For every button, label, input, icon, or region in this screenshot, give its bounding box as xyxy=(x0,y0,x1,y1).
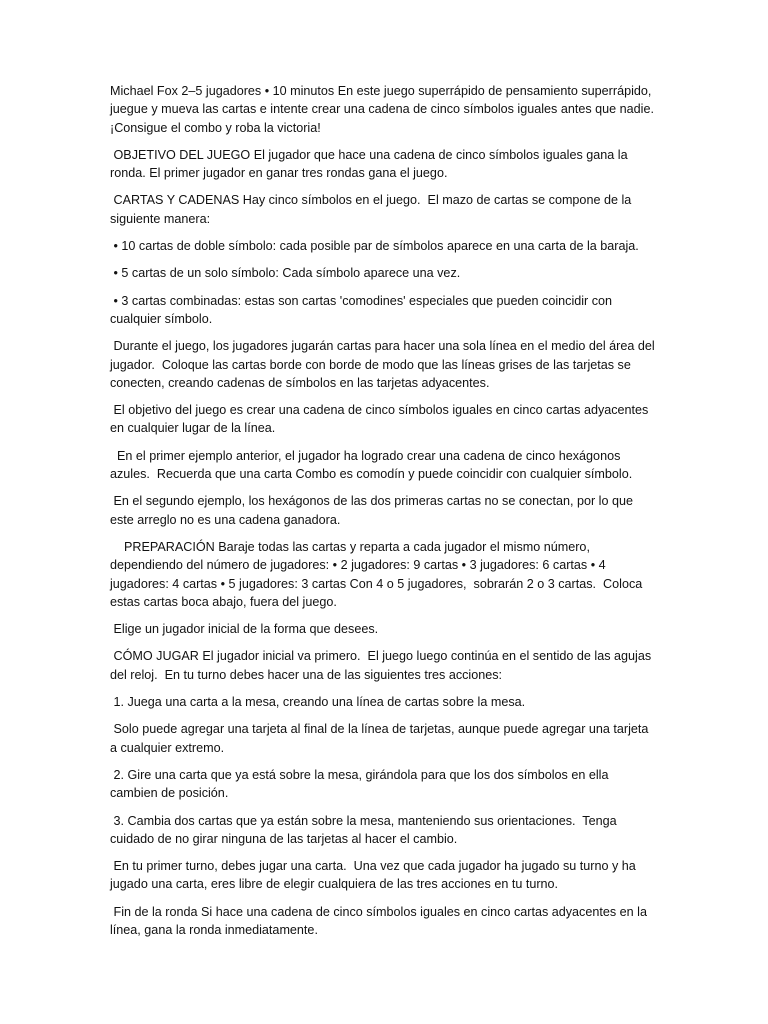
paragraph-fin-ronda: Fin de la ronda Si hace una cadena de cinco símbolos iguales en cinco cartas adyacentes en la línea, gana la ronda inmediatamente. xyxy=(110,904,651,937)
paragraph-como-jugar: CÓMO JUGAR El jugador inicial va primero. El juego luego continúa en el sentido de las agujas del reloj. En tu turno debes hacer una de las siguientes tres acciones: xyxy=(110,649,655,682)
paragraph-accion-2: 2. Gire una carta que ya está sobre la mesa, girándola para que los dos símbolos en ella cambien de posición. xyxy=(110,767,612,801)
paragraph-bullet-solo: • 5 cartas de un solo símbolo: Cada símbolo aparece una vez. xyxy=(110,266,461,281)
paragraph-primer-turno: En tu primer turno, debes jugar una carta. Una vez que cada jugador ha jugado su turno y ha jugado una carta, eres libre de elegir cualquiera de las tres acciones en tu turno. xyxy=(110,859,640,892)
paragraph-durante: Durante el juego, los jugadores jugarán cartas para hacer una sola línea en el medio del área del jugador. Coloque las cartas borde con borde de modo que las líneas grises de las tarjetas se conecten, creando cadenas de símbolos en las tarjetas adyacentes. xyxy=(110,339,659,390)
paragraph-accion-1: 1. Juega una carta a la mesa, creando una línea de cartas sobre la mesa. xyxy=(110,695,526,710)
paragraph-intro: Michael Fox 2–5 jugadores • 10 minutos En este juego superrápido de pensamiento superrápido, juegue y mueva las cartas e intente crear una cadena de cinco símbolos iguales antes que nadie. ¡Consigue el combo y roba la victoria! xyxy=(110,84,661,135)
paragraph-accion-3: 3. Cambia dos cartas que ya están sobre la mesa, manteniendo sus orientaciones. Tenga cuidado de no girar ninguna de las tarjetas al hacer el cambio. xyxy=(110,813,621,846)
paragraph-bullet-doble: • 10 cartas de doble símbolo: cada posible par de símbolos aparece en una carta de la baraja. xyxy=(110,239,639,254)
paragraph-bullet-combinadas: • 3 cartas combinadas: estas son cartas 'comodines' especiales que pueden coincidir con cualquier símbolo. xyxy=(110,293,616,326)
paragraph-accion-1-detalle: Solo puede agregar una tarjeta al final de la línea de tarjetas, aunque puede agregar una tarjeta a cualquier extremo. xyxy=(110,722,652,755)
paragraph-objetivo: OBJETIVO DEL JUEGO El jugador que hace una cadena de cinco símbolos iguales gana la ronda. El primer jugador en ganar tres rondas gana el juego. xyxy=(110,147,632,181)
paragraph-cartas-cadenas: CARTAS Y CADENAS Hay cinco símbolos en el juego. El mazo de cartas se compone de la siguiente manera: xyxy=(110,193,635,226)
document-page xyxy=(110,82,661,948)
paragraph-primer-ejemplo: En el primer ejemplo anterior, el jugador ha logrado crear una cadena de cinco hexágonos azules. Recuerda que una carta Combo es comodín y puede coincidir con cualquier símbolo. xyxy=(110,448,633,482)
paragraph-preparacion: PREPARACIÓN Baraje todas las cartas y reparta a cada jugador el mismo número, dependiendo del número de jugadores: • 2 jugadores: 9 cartas • 3 jugadores: 6 cartas • 4 jugadores: 4 cartas • 5 jugadores: 3 cartas Con 4 o 5 jugadores, sobrarán 2 o 3 cartas. Coloca estas cartas boca abajo, fuera del juego. xyxy=(110,539,646,609)
paragraph-objetivo-cadena: El objetivo del juego es crear una cadena de cinco símbolos iguales en cinco cartas adyacentes en cualquier lugar de la línea. xyxy=(110,403,652,436)
paragraph-jugador-inicial: Elige un jugador inicial de la forma que desees. xyxy=(110,622,379,637)
paragraph-segundo-ejemplo: En el segundo ejemplo, los hexágonos de las dos primeras cartas no se conectan, por lo que este arreglo no es una cadena ganadora. xyxy=(110,494,637,527)
